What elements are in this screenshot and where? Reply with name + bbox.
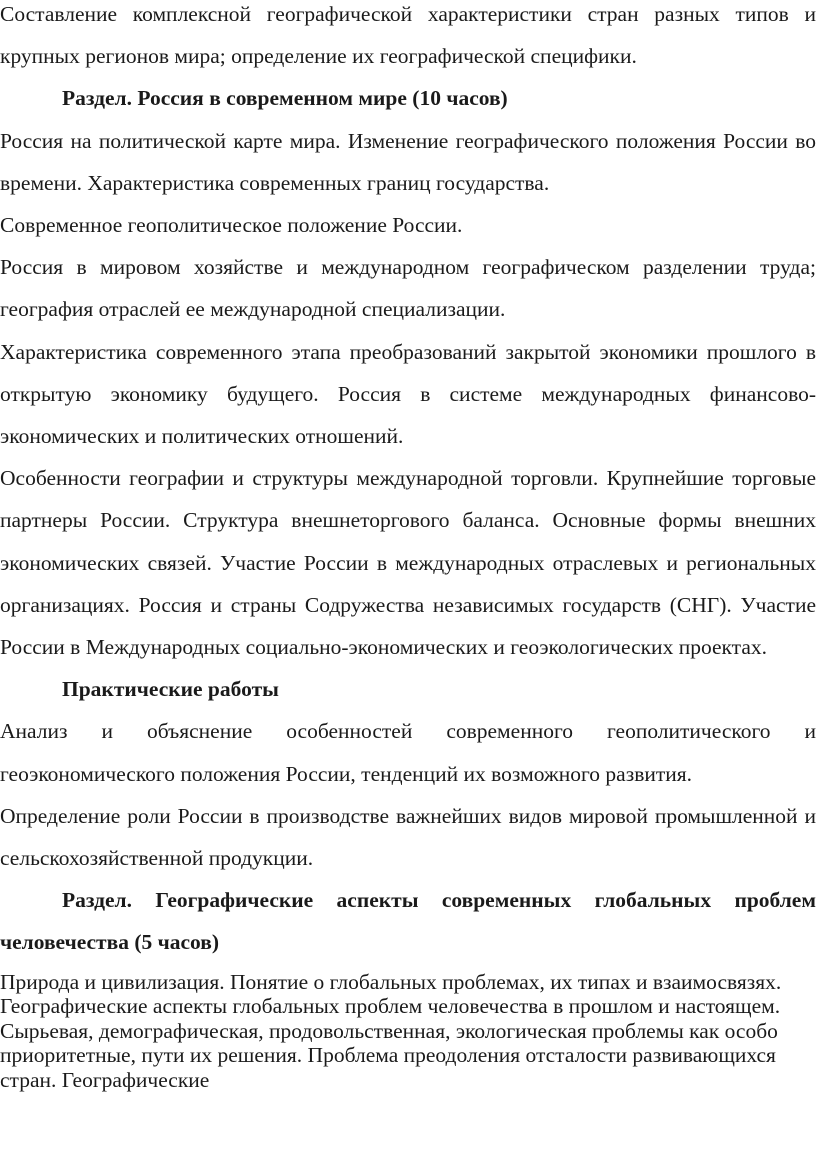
paragraph-geopolitical-position: Современное геополитическое положение России.	[0, 213, 463, 238]
paragraph-analysis-geopolitical: Анализ и объяснение особенностей современного геополитического и геоэкономического положения России, тенденций их возможного развития.	[0, 719, 816, 786]
paragraph-international-trade: Особенности географии и структуры международной торговли. Крупнейшие торговые партнеры России. Структура внешнеторгового баланса. Основные формы внешних экономических связей. Участие России в международных отраслевых и региональных организациях. Россия и страны Содружества независимых государств (СНГ). Участие России в Международных социально-экономических и геоэкологических проектах.	[0, 466, 816, 660]
paragraph-political-map: Россия на политической карте мира. Изменение географического положения России во времени. Характеристика современных границ государства.	[0, 128, 816, 195]
paragraph-nature-civilization: Природа и цивилизация. Понятие о глобальных проблемах, их типах и взаимосвязях. Географические аспекты глобальных проблем человечества в прошлом и настоящем. Сырьевая, демографическая, продовольственная, экологическая проблемы как особо приоритетные, пути их решения. Проблема преодоления отсталости развивающихся стран. Географические	[0, 969, 782, 1093]
section-heading-global-problems: Раздел. Географические аспекты современных глобальных проблем человечества (5 часов)	[0, 888, 816, 955]
section-heading-practical-works: Практические работы	[62, 677, 279, 702]
paragraph-economic-transformation: Характеристика современного этапа преобразований закрытой экономики прошлого в открытую экономику будущего. Россия в системе международных финансово-экономических и политических отношений.	[0, 339, 816, 449]
paragraph-world-economy: Россия в мировом хозяйстве и международном географическом разделении труда; география отраслей ее международной специализации.	[0, 255, 816, 322]
paragraph-russia-production-role: Определение роли России в производстве важнейших видов мировой промышленной и сельскохозяйственной продукции.	[0, 803, 816, 871]
section-heading-russia-modern-world: Раздел. Россия в современном мире (10 часов)	[62, 86, 508, 111]
paragraph-comprehensive-characteristics: Составление комплексной географической характеристики стран разных типов и крупных регионов мира; определение их географической специфики.	[0, 2, 816, 69]
